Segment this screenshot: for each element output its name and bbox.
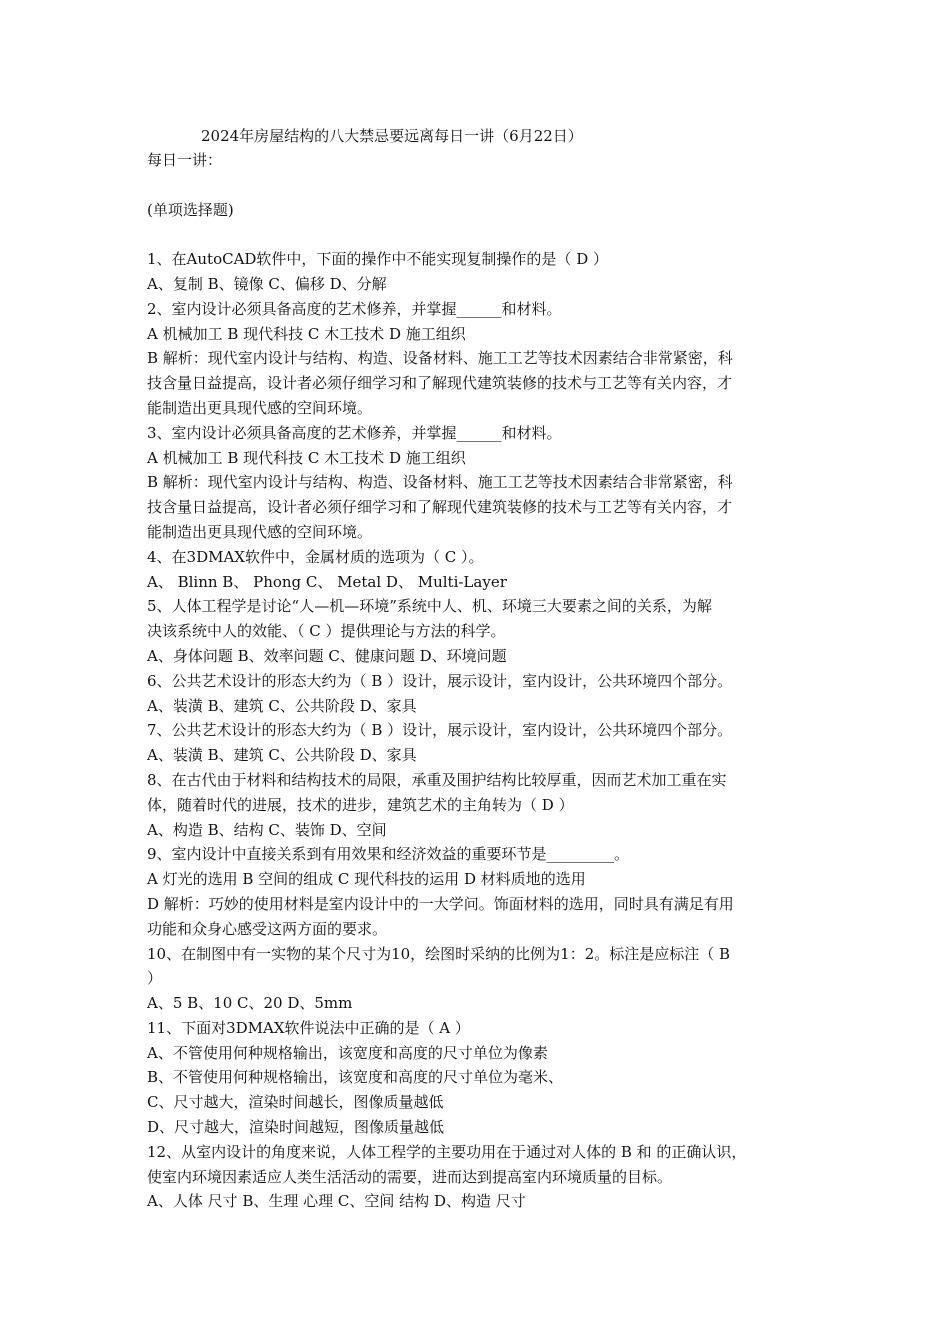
text-line: 技含量日益提高，设计者必须仔细学习和了解现代建筑装修的技术与工艺等有关内容，才 xyxy=(147,374,733,393)
text-line: 决该系统中人的效能、（ C ）提供理论与方法的科学。 xyxy=(147,622,506,641)
text-line: (单项选择题) xyxy=(147,200,234,219)
blank-line xyxy=(147,173,812,198)
text-line: 2、室内设计必须具备高度的艺术修养，并掌握______和材料。 xyxy=(147,299,562,318)
text-line: 6、公共艺术设计的形态大约为（ B ）设计，展示设计，室内设计，公共环境四个部分。 xyxy=(147,671,733,690)
text-line: A、身体问题 B、效率问题 C、健康问题 D、环境问题 xyxy=(147,646,507,665)
text-line: A 机械加工 B 现代科技 C 木工技术 D 施工组织 xyxy=(147,448,466,467)
text-line: A、5 B、10 C、20 D、5mm xyxy=(147,994,353,1013)
text-line: 10、在制图中有一实物的某个尺寸为10，绘图时采纳的比例为1：2。标注是应标注（ B xyxy=(147,944,731,963)
text-line: A、人体 尺寸 B、生理 心理 C、空间 结构 D、构造 尺寸 xyxy=(147,1192,526,1211)
text-line: B 解析：现代室内设计与结构、构造、设备材料、施工工艺等技术因素结合非常紧密，科 xyxy=(147,349,733,368)
text-line: A、复制 B、镜像 C、偏移 D、分解 xyxy=(147,274,387,293)
text-line: B 解析：现代室内设计与结构、构造、设备材料、施工工艺等技术因素结合非常紧密，科 xyxy=(147,473,733,492)
text-line: 能制造出更具现代感的空间环境。 xyxy=(147,522,373,541)
text-line: C、尺寸越大，渲染时间越长，图像质量越低 xyxy=(147,1093,444,1112)
text-line: ） xyxy=(147,969,163,988)
text-line: 8、在古代由于材料和结构技术的局限，承重及围护结构比较厚重，因而艺术加工重在实 xyxy=(147,770,727,789)
text-line: A、装潢 B、建筑 C、公共阶段 D、家具 xyxy=(147,746,417,765)
text-line: 功能和众身心感受这两方面的要求。 xyxy=(147,919,388,938)
text-line: A、构造 B、结构 C、装饰 D、空间 xyxy=(147,820,387,839)
text-line: A、装潢 B、建筑 C、公共阶段 D、家具 xyxy=(147,696,417,715)
text-line: B、不管使用何种规格输出，该宽度和高度的尺寸单位为毫米、 xyxy=(147,1068,564,1087)
text-line: 每日一讲： xyxy=(147,151,223,169)
text-line: 11、下面对3DMAX软件说法中正确的是（ A ） xyxy=(147,1018,470,1037)
text-line: D、尺寸越大，渲染时间越短，图像质量越低 xyxy=(147,1118,445,1137)
blank-line xyxy=(147,222,812,247)
text-line: 技含量日益提高，设计者必须仔细学习和了解现代建筑装修的技术与工艺等有关内容，才 xyxy=(147,498,733,517)
text-line: 7、公共艺术设计的形态大约为（ B ）设计，展示设计，室内设计，公共环境四个部分。 xyxy=(147,721,733,740)
text-line: 4、在3DMAX软件中，金属材质的选项为（ C ）。 xyxy=(147,547,484,566)
text-line: 12、从室内设计的角度来说，人体工程学的主要功用在于通过对人体的 B 和 的正确认识， xyxy=(147,1142,747,1161)
document-body xyxy=(147,148,812,1214)
text-line: 3、室内设计必须具备高度的艺术修养，并掌握______和材料。 xyxy=(147,423,562,442)
text-line: A、不管使用何种规格输出，该宽度和高度的尺寸单位为像素 xyxy=(147,1043,548,1062)
document-page xyxy=(147,124,812,1214)
document-title: 2024年房屋结构的八大禁忌要远离每日一讲（6月22日） xyxy=(201,127,583,145)
text-line: A、 Blinn B、 Phong C、 Metal D、 Multi-Layer xyxy=(147,572,507,591)
text-line: 使室内环境因素适应人类生活活动的需要，进而达到提高室内环境质量的目标。 xyxy=(147,1167,673,1186)
text-line: 5、人体工程学是讨论“人—机—环境”系统中人、机、环境三大要素之间的关系，为解 xyxy=(147,597,712,616)
text-line: 9、室内设计中直接关系到有用效果和经济效益的重要环节是_________。 xyxy=(147,845,630,864)
text-line: 1、在AutoCAD软件中，下面的操作中不能实现复制操作的是（ D ） xyxy=(147,250,608,269)
text-line: 能制造出更具现代感的空间环境。 xyxy=(147,398,373,417)
text-line: A 机械加工 B 现代科技 C 木工技术 D 施工组织 xyxy=(147,324,466,343)
text-line: A 灯光的选用 B 空间的组成 C 现代科技的运用 D 材料质地的选用 xyxy=(147,870,586,889)
text-line: D 解析：巧妙的使用材料是室内设计中的一大学问。饰面材料的选用，同时具有满足有用 xyxy=(147,894,734,913)
text-line: 体，随着时代的进展，技术的进步，建筑艺术的主角转为（ D ） xyxy=(147,795,574,814)
